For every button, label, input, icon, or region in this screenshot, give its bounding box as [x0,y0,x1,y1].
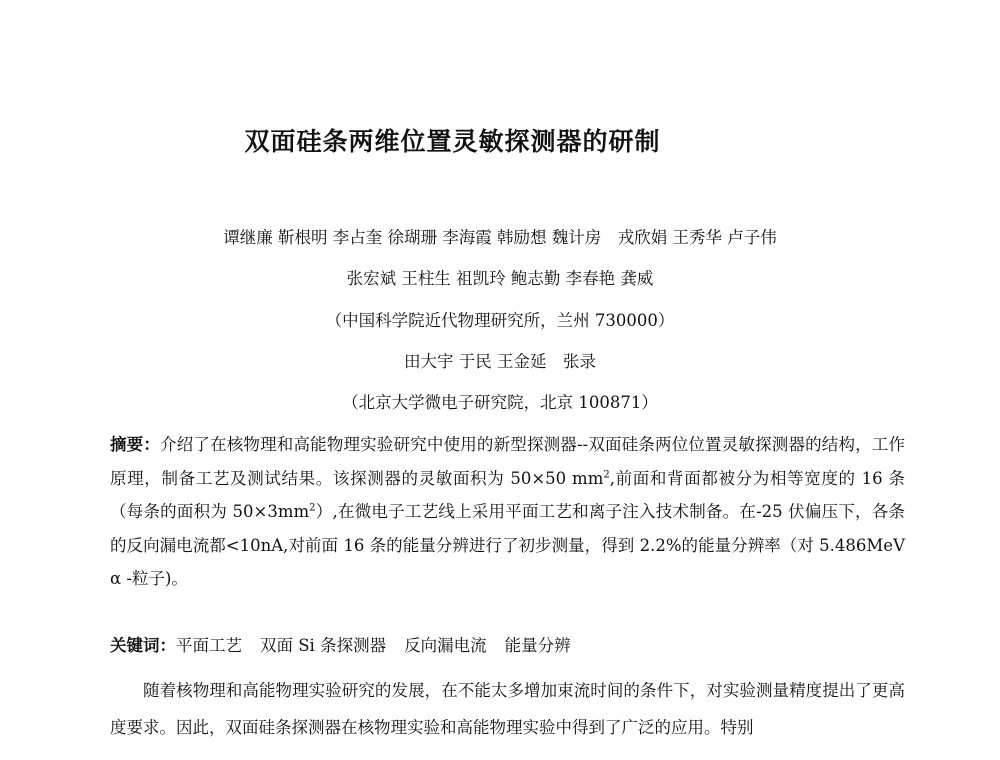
keyword: 双面 Si 条探测器 [260,636,387,655]
abstract-text-1: 介绍了在核物理和高能物理实验研究中使用的新型探测器--双面硅条两位位置灵敏探测器的结构，工作原理，制备工艺及测试结果。该探测器的灵敏面积为 50×50 mm [110,435,906,488]
affiliation-2: （北京大学微电子研究院，北京 100871） [342,393,658,412]
keywords-label: 关键词： [110,636,176,655]
keyword: 能量分辨 [504,636,571,655]
keywords [110,632,905,656]
abstract-text-3: ）,在微电子工艺线上采用平面工艺和离子注入技术制备。在-25 伏偏压下，各条的反向漏电流都<10nA,对前面 16 条的能量分辨进行了初步测量，得到 2.2%的能量分辨率（对 5.486MeV α -粒子)。 [110,502,906,588]
body-paragraph: 随着核物理和高能物理实验研究的发展，在不能太多增加束流时间的条件下，对实验测量精度提出了更高度要求。因此，双面硅条探测器在核物理实验和高能物理实验中得到了广泛的应用。特别 [110,681,905,737]
author-list-1: 谭继廉 靳根明 李占奎 徐瑚珊 李海霞 韩励想 魏计房 戎欣娟 王秀华 卢子伟 [223,228,777,247]
abstract-superscript-2: 2 [309,502,316,514]
paper-title: 双面硅条两维位置灵敏探测器的研制 [244,127,661,156]
author-list-3: 田大宇 于民 王金延 张录 [404,352,596,371]
keyword: 平面工艺 [176,636,242,655]
abstract [110,428,905,596]
author-list-2: 张宏斌 王柱生 祖凯玲 鲍志勤 李春艳 龚威 [346,269,654,288]
abstract-superscript-1: 2 [603,469,610,480]
abstract-text-2: ,前面和背面都被分为相等宽度的 16 条（每条的面积为 50×3mm [110,468,905,521]
affiliation-1: （中国科学院近代物理研究所，兰州 730000） [325,311,675,330]
abstract-label: 摘要： [110,435,161,454]
keyword: 反向漏电流 [404,636,487,655]
